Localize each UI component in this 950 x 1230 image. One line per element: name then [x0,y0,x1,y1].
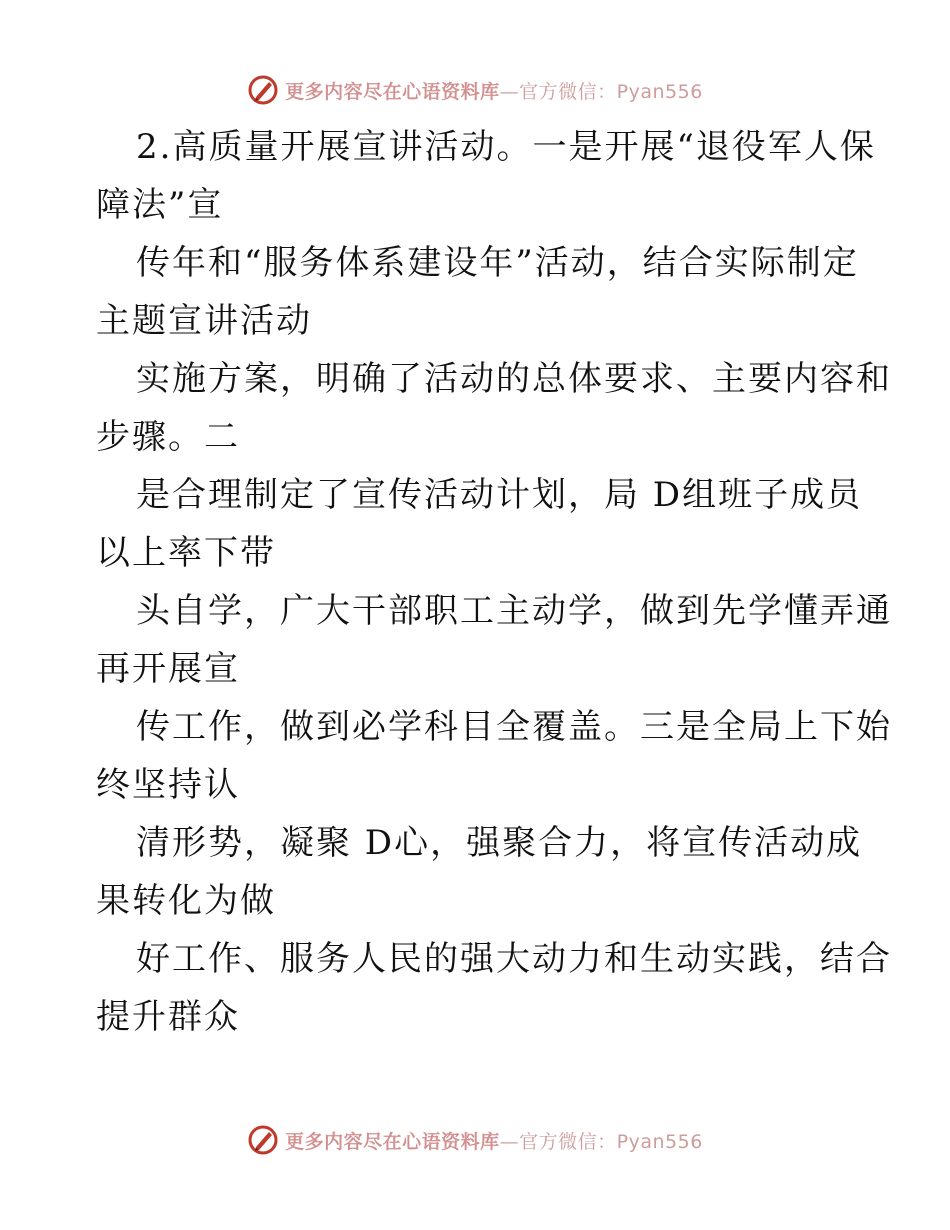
body-line: 再开展宣 [96,649,240,689]
body-line: 步骤。二 [96,417,240,457]
body-line: 传工作，做到必学科目全覆盖。三是全局上下始 [136,707,892,747]
body-line: 终坚持认 [96,765,240,805]
body-line: 提升群众 [96,997,240,1037]
pen-logo-icon [247,1124,279,1156]
watermark-separator: — [499,80,520,103]
pen-logo-icon [247,74,279,106]
header-watermark [0,70,950,110]
watermark-contact: 官方微信：Pyan556 [519,80,703,103]
watermark-text [285,77,703,104]
body-line: 清形势，凝聚 D心，强聚合力，将宣传活动成 [136,823,863,863]
watermark-main: 更多内容尽在心语资料库 [285,1130,500,1153]
watermark-contact: 官方微信：Pyan556 [519,1130,703,1153]
body-line: 实施方案，明确了活动的总体要求、主要内容和 [136,359,892,399]
body-line: 果转化为做 [96,881,276,921]
body-line: 传年和“服务体系建设年”活动，结合实际制定 [136,243,859,283]
watermark-main: 更多内容尽在心语资料库 [285,80,500,103]
body-line: 头自学，广大干部职工主动学，做到先学懂弄通 [136,591,892,631]
watermark-text [285,1127,703,1154]
body-line: 主题宣讲活动 [96,301,312,341]
body-line: 2.高质量开展宣讲活动。一是开展“退役军人保 [136,127,876,167]
watermark-separator: — [499,1130,520,1153]
footer-watermark [0,1120,950,1160]
body-line: 好工作、服务人民的强大动力和生动实践，结合 [136,939,892,979]
body-line: 是合理制定了宣传活动计划，局 D组班子成员 [136,475,863,515]
document-body [96,118,892,1046]
body-line: 障法”宣 [96,185,224,225]
body-line: 以上率下带 [96,533,276,573]
